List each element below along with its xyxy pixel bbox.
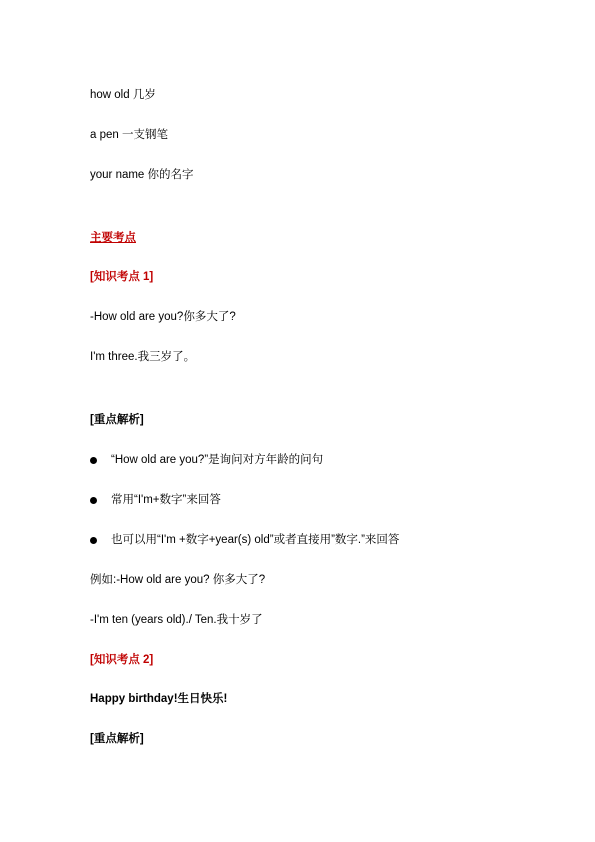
bullet-item <box>90 453 323 467</box>
example-question: -How old are you?你多大了? <box>90 311 236 323</box>
analysis-heading: [重点解析] <box>90 414 144 426</box>
bullet-icon <box>90 497 97 504</box>
vocab-item: how old 几岁 <box>90 89 156 101</box>
example-question: 例如:-How old are you? 你多大了? <box>90 574 266 586</box>
vocab-item: your name 你的名字 <box>90 169 194 181</box>
bullet-item <box>90 493 221 507</box>
example-answer: I'm three.我三岁了。 <box>90 351 196 363</box>
analysis-heading: [重点解析] <box>90 733 144 745</box>
bullet-text: 常用“I'm+数字”来回答 <box>111 494 221 506</box>
example-answer: -I'm ten (years old)./ Ten.我十岁了 <box>90 614 263 626</box>
point-heading: [知识考点 2] <box>90 654 154 666</box>
key-sentence: Happy birthday!生日快乐! <box>90 693 228 705</box>
point-heading: [知识考点 1] <box>90 271 154 283</box>
bullet-text: “How old are you?”是询问对方年龄的问句 <box>111 454 324 466</box>
vocab-item: a pen 一支钢笔 <box>90 129 168 141</box>
section-title: 主要考点 <box>90 232 136 244</box>
bullet-item <box>90 533 399 547</box>
bullet-text: 也可以用“I'm +数字+year(s) old”或者直接用”数字.”来回答 <box>111 534 400 546</box>
bullet-icon <box>90 537 97 544</box>
bullet-icon <box>90 457 97 464</box>
